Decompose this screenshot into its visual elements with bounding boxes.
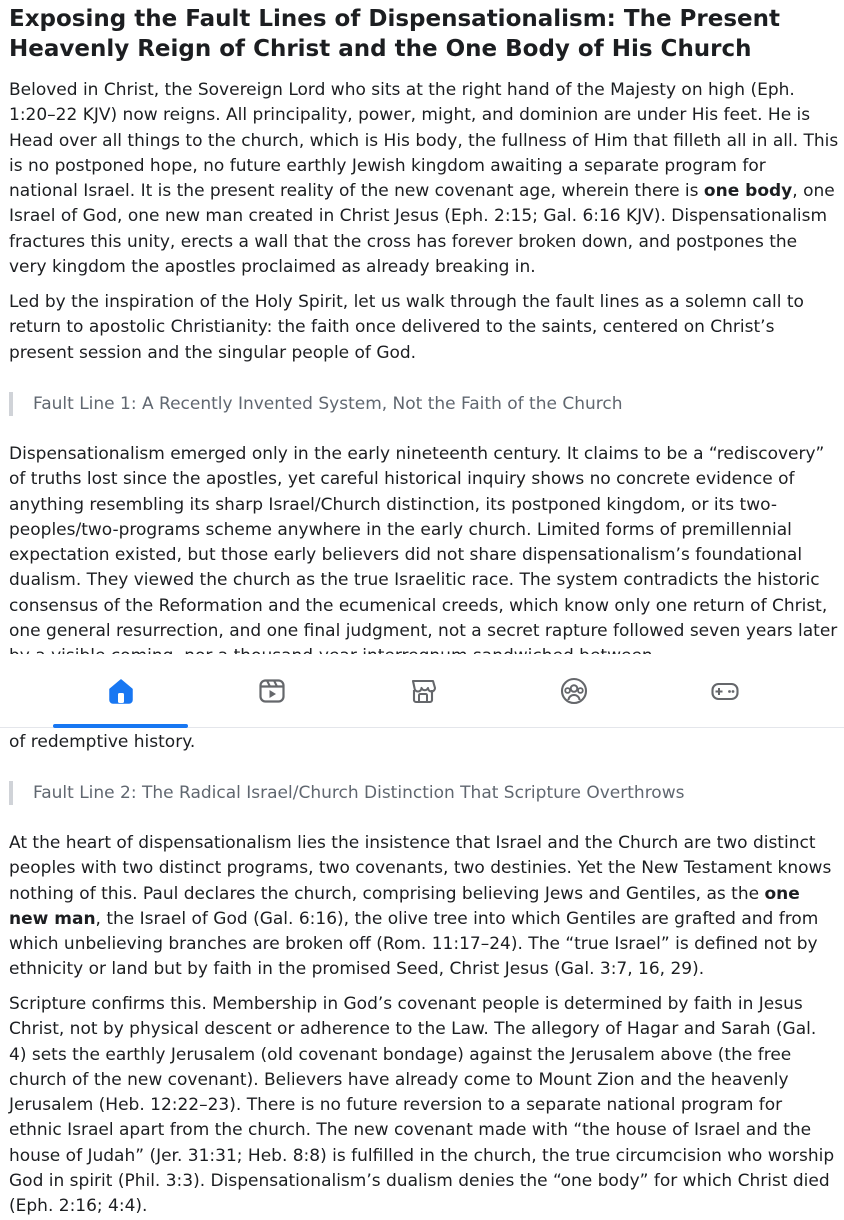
paragraph-call: Led by the inspiration of the Holy Spirit, let us walk through the fault lines as a solemn call to return to apostolic Christianity: the faith once delivered to the saints, centered on Christ’s present session and the singular people of God.: [9, 292, 804, 363]
tab-groups[interactable]: [498, 654, 649, 728]
home-icon: [106, 676, 136, 706]
tab-video[interactable]: [196, 654, 347, 728]
fault-line-1-heading: Fault Line 1: A Recently Invented System, Not the Faith of the Church: [9, 392, 835, 416]
video-icon: [257, 676, 287, 706]
marketplace-icon: [408, 676, 438, 706]
paragraph-fault-1-tail: of redemptive history.: [9, 732, 196, 752]
bold-phrase: one body: [703, 181, 793, 202]
bold-phrase: one new man: [9, 883, 800, 929]
groups-icon: [559, 676, 589, 706]
paragraph-intro: Beloved in Christ, the Sovereign Lord who sits at the right hand of the Majesty on high (Eph. 1:20–22 KJV) now reigns. All principality, power, might, and dominion are under His feet. He is Head over all things to the church, which is His body, the fullness of Him that filleth all in all. This is no postponed hope, no future earthly Jewish kingdom awaiting a separate program for national Israel. It is the present reality of the new covenant age, wherein there is one body, one Israel of God, one new man created in Christ Jesus (Eph. 2:15; Gal. 6:16 KJV). Dispensationalism fractures this unity, erects a wall that the cross has forever broken down, and postpones the very kingdom the apostles proclaimed as already breaking in.: [9, 80, 839, 278]
tab-marketplace[interactable]: [347, 654, 498, 728]
tab-home[interactable]: [45, 654, 196, 728]
gaming-icon: [710, 676, 740, 706]
tab-gaming[interactable]: [649, 654, 800, 728]
paragraph-fault-1: Dispensationalism emerged only in the early nineteenth century. It claims to be a “rediscovery” of truths lost since the apostles, yet careful historical inquiry shows no concrete evidence of anything resembling its sharp Israel/Church distinction, its postponed kingdom, or its two-peoples/two-programs scheme anywhere in the early church. Limited forms of premillennial expectation existed, but those early believers did not share dispensationalism’s foundational dualism. They viewed the church as the true Israelitic race. The system contradicts the historic consensus of the Reformation and the ecumenical creeds, which know only one return of Christ, one general resurrection, and one final judgment, not a secret rapture followed seven years later: [9, 444, 838, 642]
bottom-tab-bar: [0, 654, 844, 728]
article-title: Exposing the Fault Lines of Dispensationalism: The Present Heavenly Reign of Christ and the One Body of His Church: [9, 6, 781, 62]
paragraph-scripture: Scripture confirms this. Membership in God’s covenant people is determined by faith in Jesus Christ, not by physical descent or adherence to the Law. The allegory of Hagar and Sarah (Gal. 4) sets the earthly Jerusalem (old covenant bondage) against the Jerusalem above (the free church of the new covenant). Believers have already come to Mount Zion and the heavenly Jerusalem (Heb. 12:22–23). There is no future reversion to a separate national program for ethnic Israel apart from the church. The new covenant made with “the house of Israel and the house of Judah” (Jer. 31:31; Heb. 8:8) is fulfilled in the church, the true circumcision who worship God in spirit (Phil. 3:3). Dispensationalism’s dualism denies the “one body” for which Christ died (Eph. 2:16; 4:4).: [9, 994, 835, 1217]
fault-line-2-heading: Fault Line 2: The Radical Israel/Church Distinction That Scripture Overthrows: [9, 781, 835, 805]
paragraph-fault-2: At the heart of dispensationalism lies the insistence that Israel and the Church are two distinct peoples with two distinct programs, two covenants, two destinies. Yet the New Testament knows nothing of this. Paul declares the church, comprising believing Jews and Gentiles, as the one new man, the Israel of God (Gal. 6:16), the olive tree into which Gentiles are grafted and from which unbelieving branches are broken off (Rom. 11:17–24). The “true Israel” is defined not by ethnicity or land but by faith in the promised Seed, Christ Jesus (Gal. 3:7, 16, 29).: [9, 833, 832, 980]
